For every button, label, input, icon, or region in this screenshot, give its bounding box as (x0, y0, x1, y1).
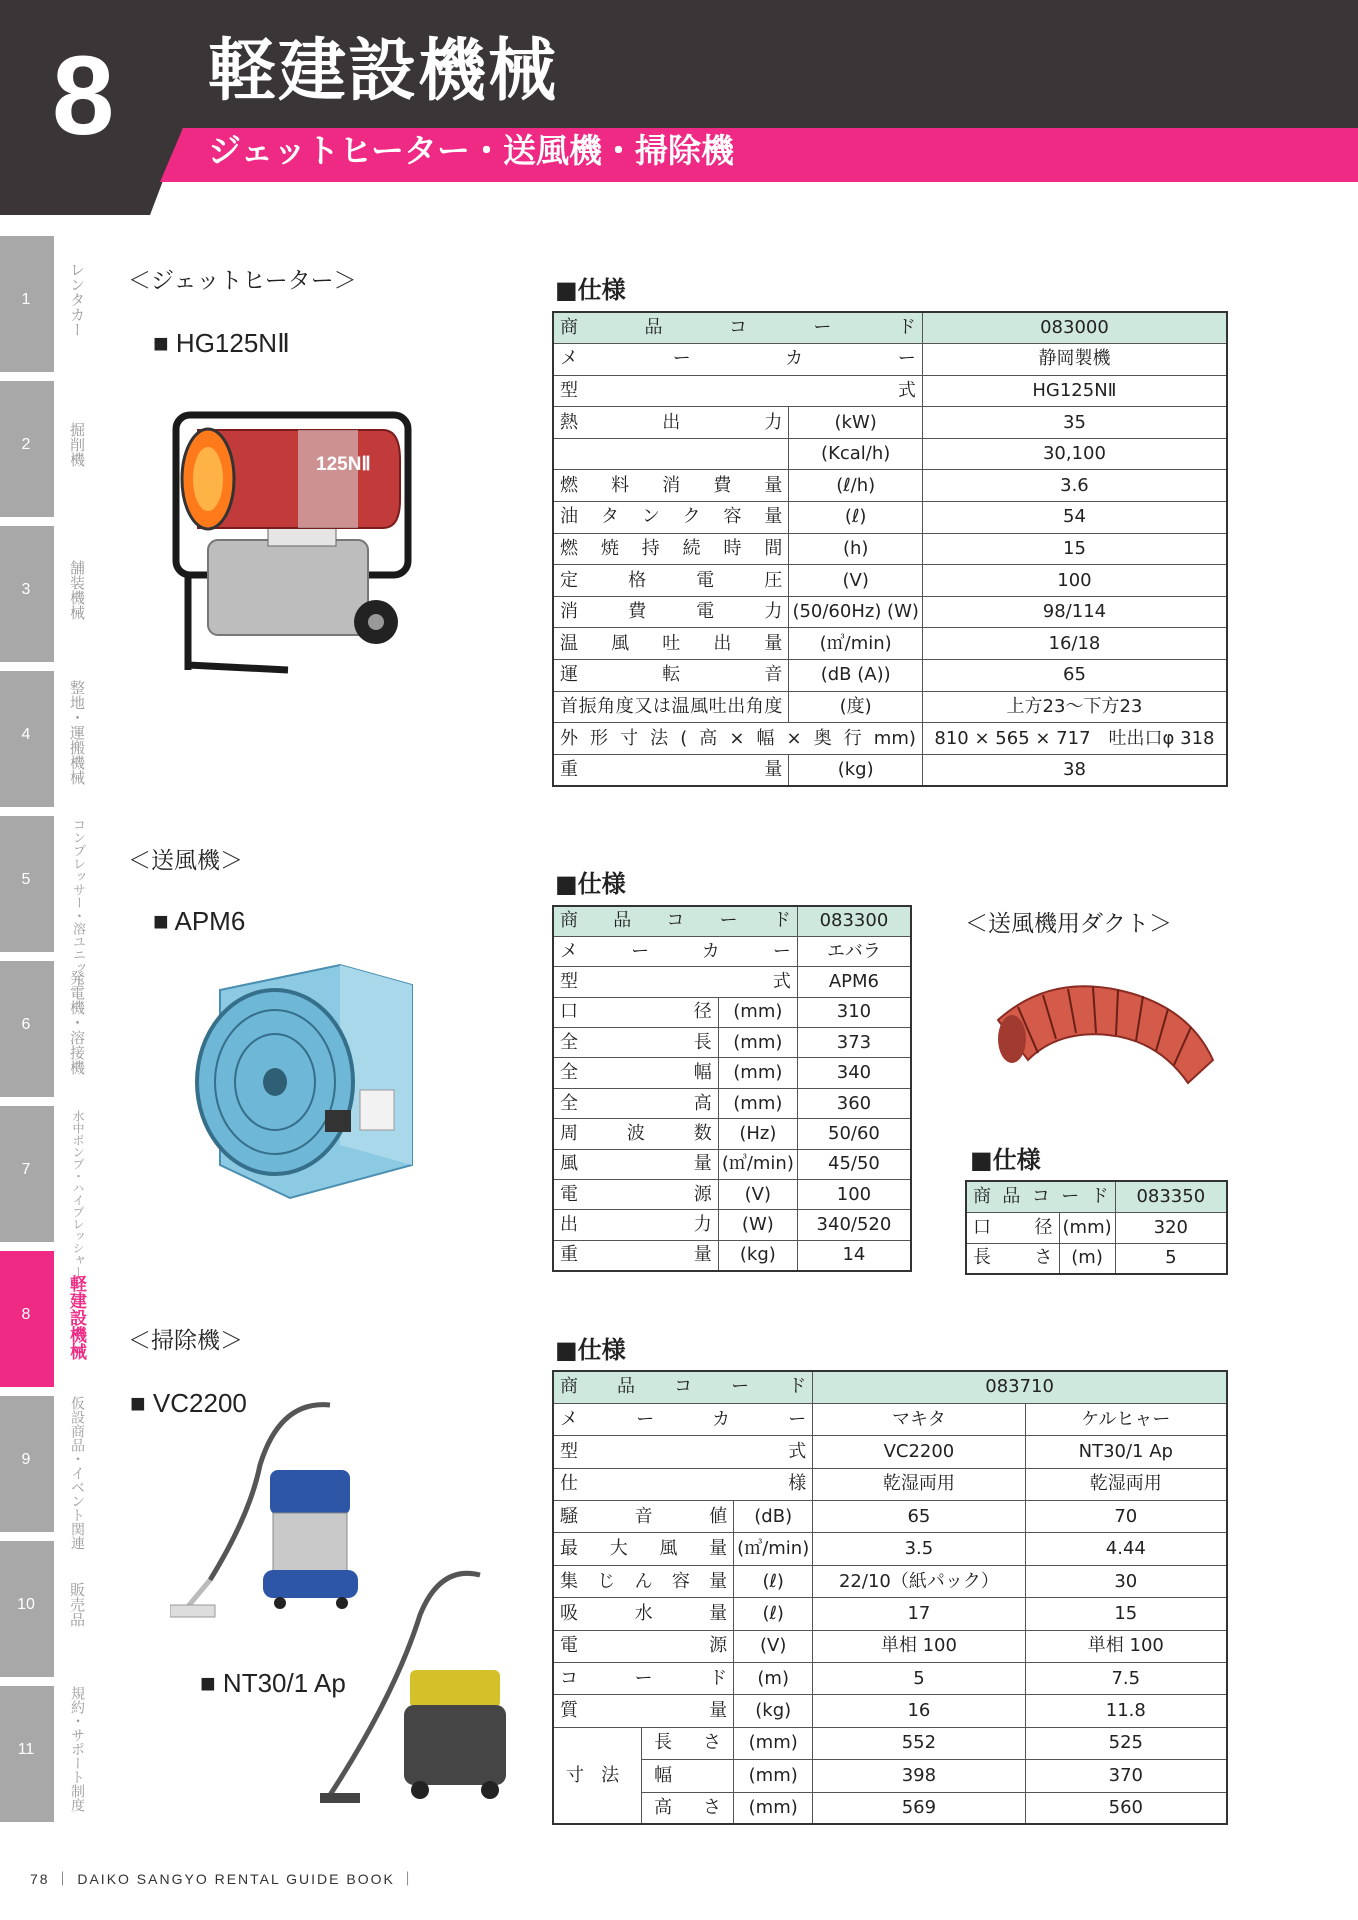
spec-label-cell: 電源 (553, 1630, 734, 1662)
blower-spec-table (552, 905, 912, 1272)
spec-label-cell: 仕様 (553, 1468, 813, 1500)
spec-value-cell: 静岡製機 (922, 344, 1227, 376)
table-row (966, 1181, 1227, 1212)
duct-spec-table (965, 1180, 1228, 1275)
spec-value-cell: 17 (813, 1598, 1025, 1630)
spec-label-cell: 型式 (553, 375, 922, 407)
spec-value-cell: 320 (1115, 1212, 1227, 1243)
table-row (553, 967, 911, 997)
spec-label-cell: 吸水量 (553, 1598, 734, 1630)
cleaner-model-b-label: ■ NT30/1 Ap (200, 1668, 346, 1698)
spec-label-cell: 高さ (642, 1792, 734, 1824)
side-tab-7[interactable]: 7 (0, 1106, 54, 1242)
table-row (553, 533, 1227, 565)
spec-unit-cell: (kg) (718, 1240, 797, 1270)
spec-value-cell: 単相 100 (813, 1630, 1025, 1662)
spec-unit-cell: (V) (734, 1630, 813, 1662)
spec-unit-cell: (V) (789, 565, 922, 597)
spec-unit-cell: (kg) (734, 1695, 813, 1727)
table-row (553, 1760, 1227, 1792)
spec-value-cell: 552 (813, 1727, 1025, 1759)
spec-label-cell: 消費電力 (553, 596, 789, 628)
cleaner-model-a-label: ■ VC2200 (130, 1388, 247, 1418)
spec-unit-cell: (V) (718, 1180, 797, 1210)
spec-value-cell: 370 (1025, 1760, 1227, 1792)
table-row (553, 754, 1227, 786)
spec-unit-cell: (mm) (718, 1088, 797, 1118)
table-row (553, 1436, 1227, 1468)
spec-value-cell: 083350 (1115, 1181, 1227, 1212)
table-row (553, 375, 1227, 407)
table-row (966, 1243, 1227, 1274)
table-row (553, 1565, 1227, 1597)
spec-value-cell: 22/10（紙パック） (813, 1565, 1025, 1597)
side-tab-9[interactable]: 9 (0, 1396, 54, 1532)
side-tab-label: 舗装機械 (68, 560, 86, 620)
side-tab-label: 販売品 (68, 1582, 86, 1627)
table-row (553, 438, 1227, 470)
spec-unit-cell: (dB) (734, 1501, 813, 1533)
spec-label-cell: 型式 (553, 967, 797, 997)
spec-unit-cell: (mm) (718, 997, 797, 1027)
karcher-vacuum-image (310, 1565, 520, 1815)
spec-value-cell: 083300 (797, 906, 911, 936)
side-tab-label: 規約・サポート制度 (69, 1686, 85, 1812)
duct-section-title: ＜送風機用ダクト＞ (965, 911, 1172, 937)
spec-label-cell: 騒音値 (553, 1501, 734, 1533)
spec-value-cell: マキタ (813, 1403, 1025, 1435)
blower-spec-heading: ■仕様 (555, 870, 626, 898)
duct-spec-heading: ■仕様 (970, 1146, 1041, 1174)
page-footer: 78 ｜ DAIKO SANGYO RENTAL GUIDE BOOK ｜ (30, 1871, 417, 1887)
spec-label-cell: 寸法 (553, 1727, 642, 1824)
spec-value-cell: 乾湿両用 (813, 1468, 1025, 1500)
chapter-title: 軽建設機械 (208, 32, 559, 111)
spec-label-cell: 幅 (642, 1760, 734, 1792)
spec-unit-cell: (㎥/min) (789, 628, 922, 660)
spec-value-cell: 45/50 (797, 1149, 911, 1179)
spec-value-cell: VC2200 (813, 1436, 1025, 1468)
blower-model-label: ■ APM6 (153, 906, 246, 936)
spec-label-cell: 燃焼持続時間 (553, 533, 789, 565)
side-tab-1[interactable]: 1 (0, 236, 54, 372)
side-tab-label: コンプレッサー・溶ユニット (70, 818, 85, 987)
table-row (553, 1088, 911, 1118)
cleaner-section-title: ＜掃除機＞ (128, 1328, 243, 1354)
spec-label-cell (553, 438, 789, 470)
spec-value-cell: 5 (1115, 1243, 1227, 1274)
heater-section-title: ＜ジェットヒーター＞ (128, 268, 357, 294)
spec-value-cell: 7.5 (1025, 1663, 1227, 1695)
spec-unit-cell: (ℓ) (734, 1598, 813, 1630)
spec-value-cell: 083000 (922, 312, 1227, 344)
spec-unit-cell: (kg) (789, 754, 922, 786)
spec-unit-cell: (㎥/min) (718, 1149, 797, 1179)
spec-value-cell: 3.5 (813, 1533, 1025, 1565)
spec-value-cell: ケルヒャー (1025, 1403, 1227, 1435)
spec-value-cell: 14 (797, 1240, 911, 1270)
spec-value-cell: 30,100 (922, 438, 1227, 470)
spec-label-cell: メーカー (553, 344, 922, 376)
spec-label-cell: 出力 (553, 1210, 718, 1240)
spec-label-cell: 定格電圧 (553, 565, 789, 597)
spec-unit-cell: (h) (789, 533, 922, 565)
table-row (553, 1727, 1227, 1759)
chapter-number: 8 (52, 33, 115, 158)
table-row (553, 1468, 1227, 1500)
spec-value-cell: 15 (922, 533, 1227, 565)
table-row (553, 936, 911, 966)
spec-label-cell: 運転音 (553, 660, 789, 692)
spec-unit-cell: (dB (A)) (789, 660, 922, 692)
side-tab-8-active[interactable]: 8 (0, 1251, 54, 1387)
spec-label-cell: 首振角度又は温風吐出角度 (553, 691, 789, 723)
spec-label-cell: 燃料消費量 (553, 470, 789, 502)
spec-label-cell: 型式 (553, 1436, 813, 1468)
spec-value-cell: エバラ (797, 936, 911, 966)
table-row (553, 407, 1227, 439)
spec-unit-cell: (mm) (718, 1058, 797, 1088)
spec-label-cell: 質量 (553, 1695, 734, 1727)
table-row (966, 1212, 1227, 1243)
spec-value-cell: 100 (797, 1180, 911, 1210)
spec-label-cell: 口径 (553, 997, 718, 1027)
spec-unit-cell: (mm) (734, 1727, 813, 1759)
spec-unit-cell: (㎥/min) (734, 1533, 813, 1565)
spec-value-cell: 083710 (813, 1371, 1227, 1403)
side-tab-label: 掘削機 (68, 422, 86, 467)
table-row (553, 1663, 1227, 1695)
side-tab-4[interactable]: 4 (0, 671, 54, 807)
table-row (553, 1501, 1227, 1533)
heater-spec-heading: ■仕様 (555, 276, 626, 304)
spec-label-cell: 長さ (966, 1243, 1059, 1274)
spec-value-cell: 65 (922, 660, 1227, 692)
spec-value-cell: 54 (922, 502, 1227, 534)
side-tab-5[interactable]: 5 (0, 816, 54, 952)
spec-value-cell: 11.8 (1025, 1695, 1227, 1727)
spec-value-cell: 310 (797, 997, 911, 1027)
spec-unit-cell: (mm) (1059, 1212, 1115, 1243)
spec-unit-cell: (m) (734, 1663, 813, 1695)
side-tab-3[interactable]: 3 (0, 526, 54, 662)
spec-value-cell: 65 (813, 1501, 1025, 1533)
table-row (553, 1630, 1227, 1662)
table-row (553, 1149, 911, 1179)
spec-value-cell: 30 (1025, 1565, 1227, 1597)
spec-value-cell: HG125NⅡ (922, 375, 1227, 407)
table-row (553, 1371, 1227, 1403)
side-tab-6[interactable]: 6 (0, 961, 54, 1097)
spec-unit-cell: (ℓ) (734, 1565, 813, 1597)
spec-label-cell: 油タンク容量 (553, 502, 789, 534)
heater-model-label: ■ HG125NⅡ (153, 328, 290, 358)
spec-label-cell: 熱出力 (553, 407, 789, 439)
spec-label-cell: 最大風量 (553, 1533, 734, 1565)
spec-label-cell: 電源 (553, 1180, 718, 1210)
table-row (553, 1028, 911, 1058)
spec-value-cell: 340/520 (797, 1210, 911, 1240)
spec-value-cell: 乾湿両用 (1025, 1468, 1227, 1500)
table-row (553, 628, 1227, 660)
spec-label-cell: 重量 (553, 754, 789, 786)
spec-label-cell: 集じん容量 (553, 1565, 734, 1597)
spec-value-cell: 38 (922, 754, 1227, 786)
side-tab-11[interactable]: 11 (0, 1686, 54, 1822)
side-tab-label: 発電機・溶接機 (68, 970, 86, 1075)
spec-unit-cell: (Kcal/h) (789, 438, 922, 470)
spec-label-cell: 重量 (553, 1240, 718, 1270)
spec-value-cell: 810 × 565 × 717 吐出口φ 318 (922, 723, 1227, 755)
spec-label-cell: 商品コード (966, 1181, 1115, 1212)
spec-label-cell: メーカー (553, 1403, 813, 1435)
table-row (553, 1403, 1227, 1435)
table-row (553, 344, 1227, 376)
spec-value-cell: 上方23～下方23 (922, 691, 1227, 723)
spec-unit-cell: (度) (789, 691, 922, 723)
table-row (553, 1119, 911, 1149)
blower-section-title: ＜送風機＞ (128, 848, 243, 874)
side-tab-10[interactable]: 10 (0, 1541, 54, 1677)
spec-value-cell: 98/114 (922, 596, 1227, 628)
spec-value-cell: 5 (813, 1663, 1025, 1695)
jet-heater-image (168, 400, 418, 680)
table-row (553, 502, 1227, 534)
spec-label-cell: 商品コード (553, 1371, 813, 1403)
table-row (553, 660, 1227, 692)
spec-value-cell: 単相 100 (1025, 1630, 1227, 1662)
table-row (553, 691, 1227, 723)
spec-label-cell: 口径 (966, 1212, 1059, 1243)
spec-value-cell: 3.6 (922, 470, 1227, 502)
spec-label-cell: 商品コード (553, 906, 797, 936)
side-tab-label: 整地・運搬機械 (68, 680, 86, 785)
table-row (553, 596, 1227, 628)
spec-label-cell: 長さ (642, 1727, 734, 1759)
spec-value-cell: 15 (1025, 1598, 1227, 1630)
spec-label-cell: 温風吐出量 (553, 628, 789, 660)
spec-label-cell: 周波数 (553, 1119, 718, 1149)
side-tab-2[interactable]: 2 (0, 381, 54, 517)
table-row (553, 1180, 911, 1210)
table-row (553, 1533, 1227, 1565)
table-row (553, 312, 1227, 344)
table-row (553, 723, 1227, 755)
spec-unit-cell: (mm) (718, 1028, 797, 1058)
table-row (553, 1058, 911, 1088)
side-tab-label: レンタカー (68, 262, 86, 337)
table-row (553, 997, 911, 1027)
spec-value-cell: NT30/1 Ap (1025, 1436, 1227, 1468)
spec-value-cell: 398 (813, 1760, 1025, 1792)
spec-value-cell: 16 (813, 1695, 1025, 1727)
table-row (553, 1240, 911, 1270)
spec-value-cell: 70 (1025, 1501, 1227, 1533)
spec-value-cell: 4.44 (1025, 1533, 1227, 1565)
blower-duct-image (988, 965, 1228, 1095)
side-tab-label: 軽建設機械 (66, 1275, 86, 1360)
spec-label-cell: 商品コード (553, 312, 922, 344)
spec-unit-cell: (ℓ/h) (789, 470, 922, 502)
heater-spec-table (552, 311, 1228, 787)
table-row (553, 1792, 1227, 1824)
spec-label-cell: メーカー (553, 936, 797, 966)
cleaner-spec-heading: ■仕様 (555, 1336, 626, 1364)
spec-value-cell: 373 (797, 1028, 911, 1058)
spec-unit-cell: (ℓ) (789, 502, 922, 534)
spec-value-cell: 360 (797, 1088, 911, 1118)
spec-label-cell: 風量 (553, 1149, 718, 1179)
table-row (553, 1210, 911, 1240)
table-row (553, 470, 1227, 502)
spec-value-cell: 35 (922, 407, 1227, 439)
chapter-header (0, 0, 1358, 215)
spec-value-cell: 569 (813, 1792, 1025, 1824)
heater-decal-text: 125NⅡ (316, 454, 371, 475)
spec-unit-cell: (m) (1059, 1243, 1115, 1274)
spec-value-cell: 340 (797, 1058, 911, 1088)
chapter-subtitle: ジェットヒーター・送風機・掃除機 (208, 131, 735, 170)
cleaner-spec-table (552, 1370, 1228, 1825)
side-tab-label: 仮設商品・イベント関連 (69, 1396, 85, 1550)
spec-value-cell: 525 (1025, 1727, 1227, 1759)
spec-unit-cell: (50/60Hz) (W) (789, 596, 922, 628)
spec-unit-cell: (mm) (734, 1792, 813, 1824)
table-row (553, 906, 911, 936)
side-tab-label: 水中ポンプ・ハイプレッシャー (71, 1110, 85, 1278)
spec-unit-cell: (W) (718, 1210, 797, 1240)
spec-value-cell: 100 (922, 565, 1227, 597)
spec-label-cell: コード (553, 1663, 734, 1695)
spec-value-cell: APM6 (797, 967, 911, 997)
table-row (553, 1598, 1227, 1630)
spec-label-cell: 全長 (553, 1028, 718, 1058)
spec-label-cell: 外形寸法(高×幅×奥行mm) (553, 723, 922, 755)
blower-fan-image (190, 960, 420, 1205)
table-row (553, 565, 1227, 597)
spec-value-cell: 560 (1025, 1792, 1227, 1824)
spec-unit-cell: (kW) (789, 407, 922, 439)
spec-label-cell: 全幅 (553, 1058, 718, 1088)
spec-value-cell: 50/60 (797, 1119, 911, 1149)
spec-label-cell: 全高 (553, 1088, 718, 1118)
spec-unit-cell: (Hz) (718, 1119, 797, 1149)
spec-value-cell: 16/18 (922, 628, 1227, 660)
table-row (553, 1695, 1227, 1727)
spec-unit-cell: (mm) (734, 1760, 813, 1792)
